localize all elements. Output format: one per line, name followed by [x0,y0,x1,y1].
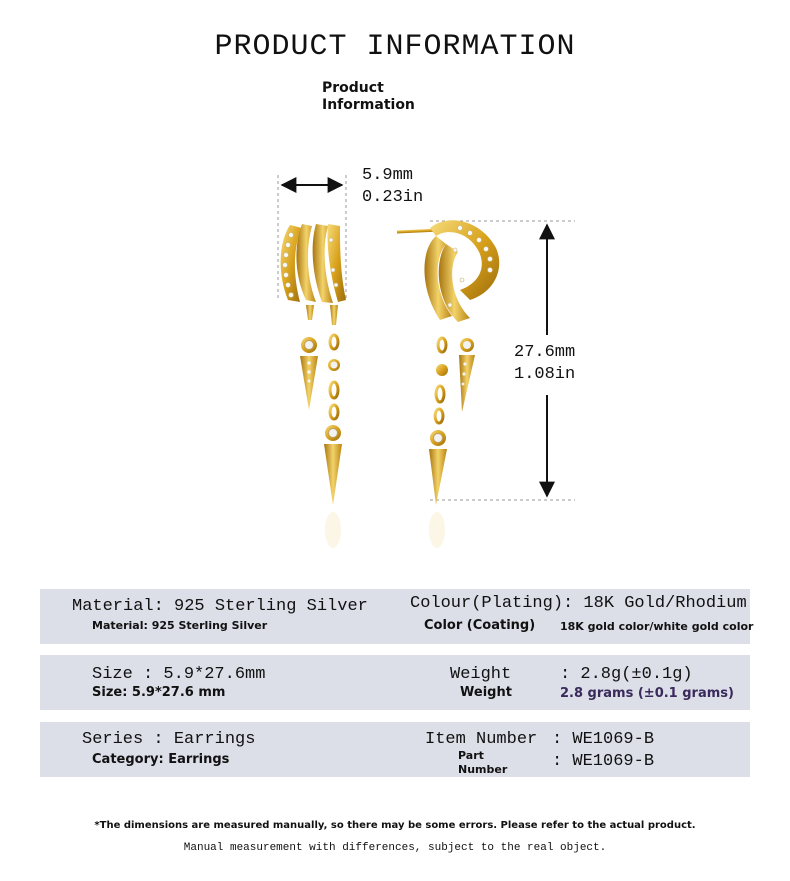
colour-sub-value: 18K gold color/white gold color [560,620,754,633]
weight-value: : 2.8g(±0.1g) [560,665,693,684]
series-text: Series : Earrings [82,730,256,749]
size-text: Size : 5.9*27.6mm [92,665,266,684]
height-mm: 27.6mm [514,343,576,362]
spec-row-series [40,722,750,777]
height-in: 1.08in [514,365,576,384]
measurement-note: *The dimensions are measured manually, so there may be some errors. Please refer to the actual product. [94,820,696,831]
part-number-label [458,749,507,777]
series-subtext: Category: Earrings [92,752,230,767]
subtitle-line-2: Information [322,97,415,113]
item-number-value: : WE1069-B [552,730,655,749]
page-title: PRODUCT INFORMATION [214,30,576,64]
part-label-line-2: Number [458,763,508,776]
item-number-label: Item Number [425,730,538,749]
material-subtext: Material: 925 Sterling Silver [92,619,268,632]
material-text: Material: 925 Sterling Silver [72,597,368,616]
weight-sub-label: Weight [460,685,512,700]
size-subtext: Size: 5.9*27.6 mm [92,685,226,700]
earring-front [281,224,346,548]
colour-text: Colour(Plating): 18K Gold/Rhodium [410,594,747,613]
measurement-note-alt: Manual measurement with differences, subject to the real object. [183,842,607,854]
width-label [362,165,423,209]
page-subtitle [322,80,415,114]
part-number-value: : WE1069-B [552,752,655,771]
weight-label: Weight [450,665,512,684]
weight-sub-value: 2.8 grams (±0.1 grams) [560,686,734,701]
part-label-line-1: Part [458,749,484,762]
earrings-illustration [0,150,790,570]
width-mm: 5.9mm [362,166,414,185]
spec-row-size [40,655,750,710]
width-in: 0.23in [362,188,424,207]
height-label [514,342,575,386]
subtitle-line-1: Product [322,80,384,96]
colour-sub-label: Color (Coating) [424,618,536,633]
earring-side [397,220,499,548]
spec-row-material [40,589,754,644]
